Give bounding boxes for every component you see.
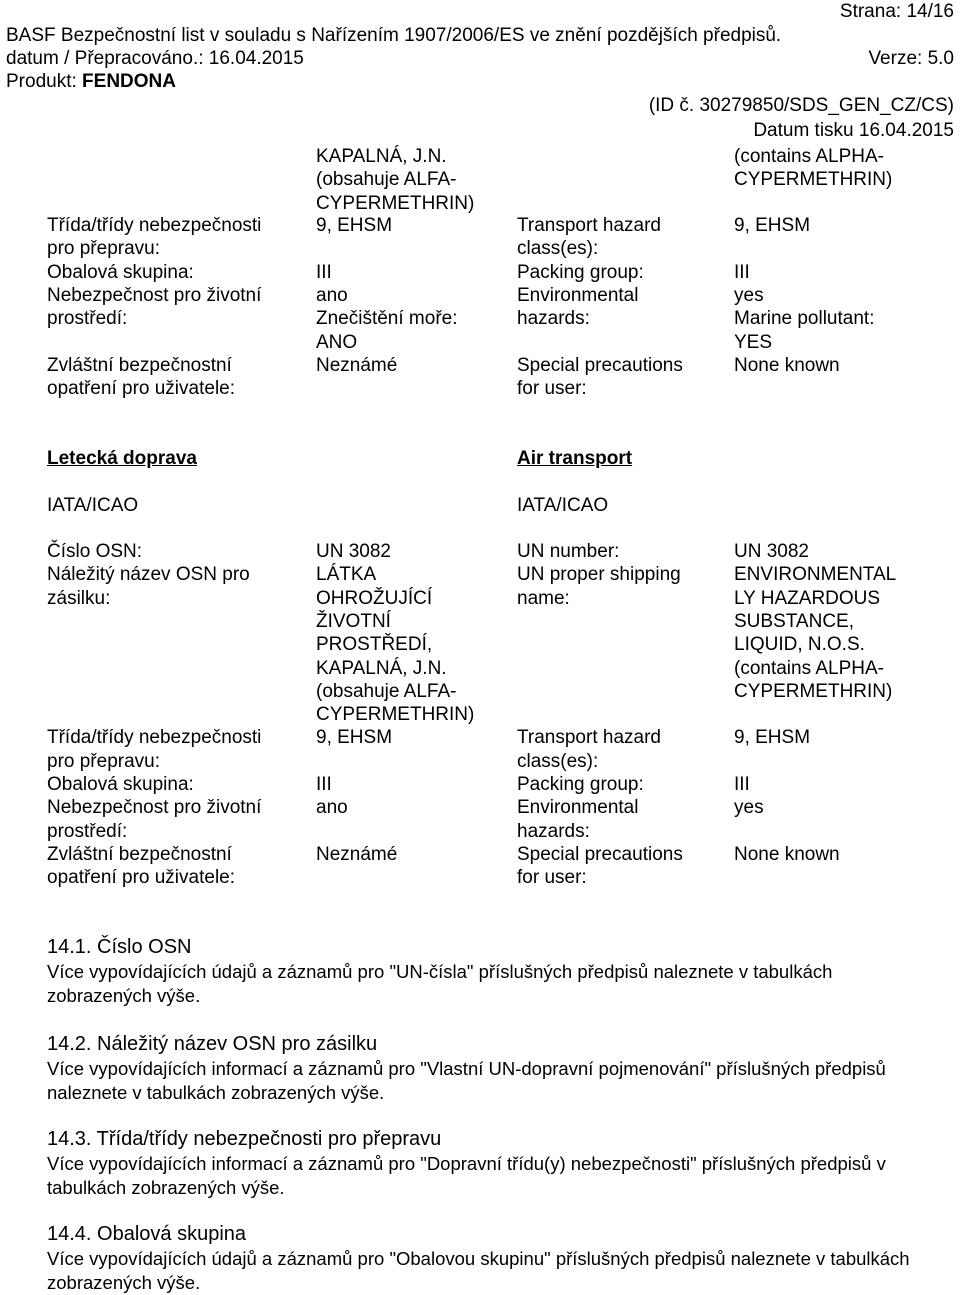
- row-value-en: UN 3082: [734, 541, 809, 562]
- row-label-en: UN proper shipping: [517, 564, 681, 586]
- row-label-en: Packing group:: [517, 261, 644, 283]
- row-label-cz: pro přepravu:: [47, 238, 161, 260]
- version: Verze: 5.0: [868, 48, 954, 69]
- row-label-en: name:: [517, 587, 570, 609]
- row-label-cz: prostředí:: [47, 308, 128, 330]
- row-value-cz: KAPALNÁ, J.N.: [316, 657, 447, 679]
- row-label-cz: Nebezpečnost pro životní: [47, 284, 262, 306]
- row-label-cz: pro přepravu:: [47, 750, 161, 772]
- product-name: FENDONA: [82, 71, 176, 92]
- row-value-en: LY HAZARDOUS: [734, 587, 881, 609]
- shipping-name-cont-en: (contains ALPHA-: [734, 146, 884, 167]
- section-text: Více vypovídajících údajů a záznamů pro "Obalovou skupinu" příslušných předpisů naleznete v tabulkách zobrazených výše.: [47, 1248, 910, 1293]
- row-label-cz: Číslo OSN:: [47, 541, 143, 562]
- row-label-en: Special precautions: [517, 354, 683, 376]
- row-label-en: hazards:: [517, 820, 590, 842]
- row-value-en: 9, EHSM: [734, 727, 811, 749]
- row-value-en: SUBSTANCE,: [734, 610, 855, 632]
- section-title: 14.2. Náležitý název OSN pro zásilku: [47, 1033, 378, 1055]
- row-label-en: Packing group:: [517, 774, 644, 795]
- row-value-en: 9, EHSM: [734, 215, 811, 236]
- row-label-cz: Zvláštní bezpečnostní: [47, 354, 232, 376]
- section-text: Více vypovídajících informací a záznamů pro "Dopravní třídu(y) nebezpečnosti" příslušných předpisů v tabulkách zobrazených výše.: [47, 1153, 886, 1198]
- row-label-cz: Třída/třídy nebezpečnosti: [47, 215, 262, 236]
- row-label-en: Transport hazard: [517, 727, 661, 749]
- row-label-cz: Zvláštní bezpečnostní: [47, 843, 232, 865]
- row-label-cz: Obalová skupina:: [47, 774, 194, 795]
- row-value-en: yes: [734, 797, 764, 819]
- section-text: Více vypovídajících údajů a záznamů pro "UN-čísla" příslušných předpisů naleznete v tabulkách zobrazených výše.: [47, 961, 833, 1006]
- row-value-en: CYPERMETHRIN): [734, 680, 893, 702]
- shipping-name-cont-cz: (obsahuje ALFA-: [316, 169, 457, 191]
- row-value-cz: LÁTKA: [316, 564, 377, 586]
- row-label-cz: Nebezpečnost pro životní: [47, 797, 262, 819]
- row-value-en: LIQUID, N.O.S.: [734, 634, 865, 656]
- shipping-name-cont-en: CYPERMETHRIN): [734, 169, 893, 191]
- row-value-en: Marine pollutant:: [734, 308, 875, 330]
- air-code-en: IATA/ICAO: [517, 495, 609, 516]
- row-label-cz: opatření pro uživatele:: [47, 867, 236, 889]
- document-title: BASF Bezpečnostní list v souladu s Nařízením 1907/2006/ES ve znění pozdějších předpisů.: [6, 25, 782, 46]
- row-value-cz: 9, EHSM: [316, 727, 393, 749]
- revision-date: datum / Přepracováno.: 16.04.2015: [6, 48, 304, 69]
- air-code-cz: IATA/ICAO: [47, 495, 139, 516]
- row-value-cz: (obsahuje ALFA-: [316, 680, 457, 702]
- row-value-cz: III: [316, 261, 332, 283]
- row-label-cz: Náležitý název OSN pro: [47, 564, 250, 586]
- row-value-cz: UN 3082: [316, 541, 391, 562]
- row-value-cz: ano: [316, 797, 348, 819]
- row-label-en: Environmental: [517, 797, 639, 819]
- row-value-en: None known: [734, 843, 840, 865]
- row-label-cz: zásilku:: [47, 587, 111, 609]
- row-label-en: for user:: [517, 378, 587, 400]
- row-label-en: Environmental: [517, 284, 639, 306]
- row-value-cz: ŽIVOTNÍ: [316, 610, 391, 632]
- row-label-en: Special precautions: [517, 843, 683, 865]
- air-title-en: Air transport: [517, 448, 633, 469]
- row-value-cz: ano: [316, 284, 348, 306]
- row-value-cz: Neznámé: [316, 354, 398, 376]
- row-value-cz: PROSTŘEDÍ,: [316, 634, 433, 656]
- print-date: Datum tisku 16.04.2015: [753, 120, 954, 141]
- row-label-en: class(es):: [517, 238, 599, 260]
- row-label-cz: prostředí:: [47, 820, 128, 842]
- row-value-en: III: [734, 774, 750, 795]
- row-label-en: for user:: [517, 867, 587, 889]
- row-value-en: YES: [734, 331, 773, 353]
- shipping-name-cont-cz: CYPERMETHRIN): [316, 192, 475, 214]
- page-number: Strana: 14/16: [839, 1, 954, 22]
- row-label-en: Transport hazard: [517, 215, 661, 236]
- section-title: 14.1. Číslo OSN: [47, 936, 192, 958]
- row-value-en: III: [734, 261, 750, 283]
- row-value-en: ENVIRONMENTAL: [734, 564, 897, 586]
- product: [6, 70, 176, 93]
- row-value-en: yes: [734, 284, 764, 306]
- document-id: (ID č. 30279850/SDS_GEN_CZ/CS): [648, 95, 954, 116]
- section-title: 14.4. Obalová skupina: [47, 1223, 247, 1245]
- section-text: Více vypovídajících informací a záznamů pro "Vlastní UN-dopravní pojmenování" příslušných předpisů naleznete v tabulkách zobrazených výše.: [47, 1058, 886, 1103]
- section-title: 14.3. Třída/třídy nebezpečnosti pro přepravu: [47, 1128, 442, 1150]
- row-label-en: hazards:: [517, 308, 590, 330]
- air-title-cz: Letecká doprava: [47, 448, 197, 469]
- row-label-cz: Obalová skupina:: [47, 261, 194, 283]
- shipping-name-cont-cz: KAPALNÁ, J.N.: [316, 146, 447, 167]
- row-label-en: UN number:: [517, 541, 620, 562]
- row-value-cz: 9, EHSM: [316, 215, 393, 236]
- row-value-en: (contains ALPHA-: [734, 657, 884, 679]
- row-value-cz: OHROŽUJÍCÍ: [316, 587, 433, 609]
- row-value-cz: CYPERMETHRIN): [316, 704, 475, 726]
- row-label-cz: opatření pro uživatele:: [47, 378, 236, 400]
- row-value-en: None known: [734, 354, 840, 376]
- row-value-cz: III: [316, 774, 332, 795]
- row-value-cz: ANO: [316, 331, 358, 353]
- row-value-cz: Znečištění moře:: [316, 308, 458, 330]
- row-label-cz: Třída/třídy nebezpečnosti: [47, 727, 262, 749]
- row-value-cz: Neznámé: [316, 843, 398, 865]
- product-label: Produkt:: [6, 71, 83, 92]
- row-label-en: class(es):: [517, 750, 599, 772]
